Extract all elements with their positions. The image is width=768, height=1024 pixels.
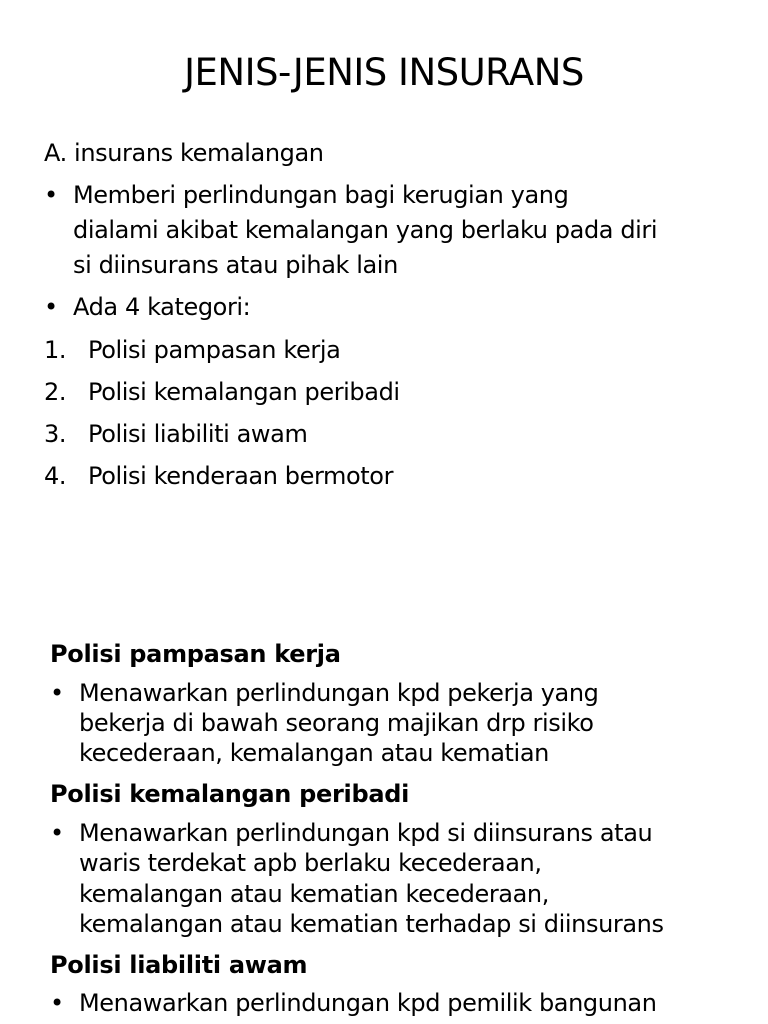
list-number: 2.	[44, 378, 67, 406]
page-title: JENIS-JENIS INSURANS	[184, 51, 584, 94]
bullet-text-line: Memberi perlindungan bagi kerugian yang	[73, 181, 569, 209]
bullet-marker: •	[50, 989, 64, 1017]
bullet-text-line: Ada 4 kategori:	[73, 293, 251, 321]
bullet-text-line: kemalangan atau kematian kecederaan,	[79, 880, 549, 908]
list-item-text: Polisi kemalangan peribadi	[88, 378, 400, 406]
bullet-text-line: kecederaan, kemalangan atau kematian	[79, 739, 549, 767]
policy-heading: Polisi liabiliti awam	[50, 951, 308, 979]
bullet-marker: •	[50, 819, 64, 847]
bullet-text-line: bekerja di bawah seorang majikan drp risiko	[79, 709, 594, 737]
policy-heading: Polisi pampasan kerja	[50, 640, 341, 668]
policy-heading: Polisi kemalangan peribadi	[50, 780, 410, 808]
section-heading-insurans-kemalangan: A. insurans kemalangan	[44, 139, 324, 167]
bullet-marker: •	[44, 181, 58, 209]
list-item-text: Polisi liabiliti awam	[88, 420, 308, 448]
list-number: 3.	[44, 420, 67, 448]
bullet-text-line: Menawarkan perlindungan kpd pekerja yang	[79, 679, 599, 707]
bullet-text-line: waris terdekat apb berlaku kecederaan,	[79, 849, 542, 877]
bullet-marker: •	[44, 293, 58, 321]
bullet-text-line: kemalangan atau kematian terhadap si diinsurans	[79, 910, 664, 938]
bullet-marker: •	[50, 679, 64, 707]
bullet-text-line: Menawarkan perlindungan kpd si diinsurans atau	[79, 819, 653, 847]
bullet-text-line: Menawarkan perlindungan kpd pemilik bangunan	[79, 989, 657, 1017]
list-item-text: Polisi pampasan kerja	[88, 336, 341, 364]
bullet-text-line: dialami akibat kemalangan yang berlaku pada diri	[73, 216, 658, 244]
bullet-text-line: si diinsurans atau pihak lain	[73, 251, 398, 279]
list-item-text: Polisi kenderaan bermotor	[88, 462, 394, 490]
list-number: 4.	[44, 462, 67, 490]
list-number: 1.	[44, 336, 67, 364]
